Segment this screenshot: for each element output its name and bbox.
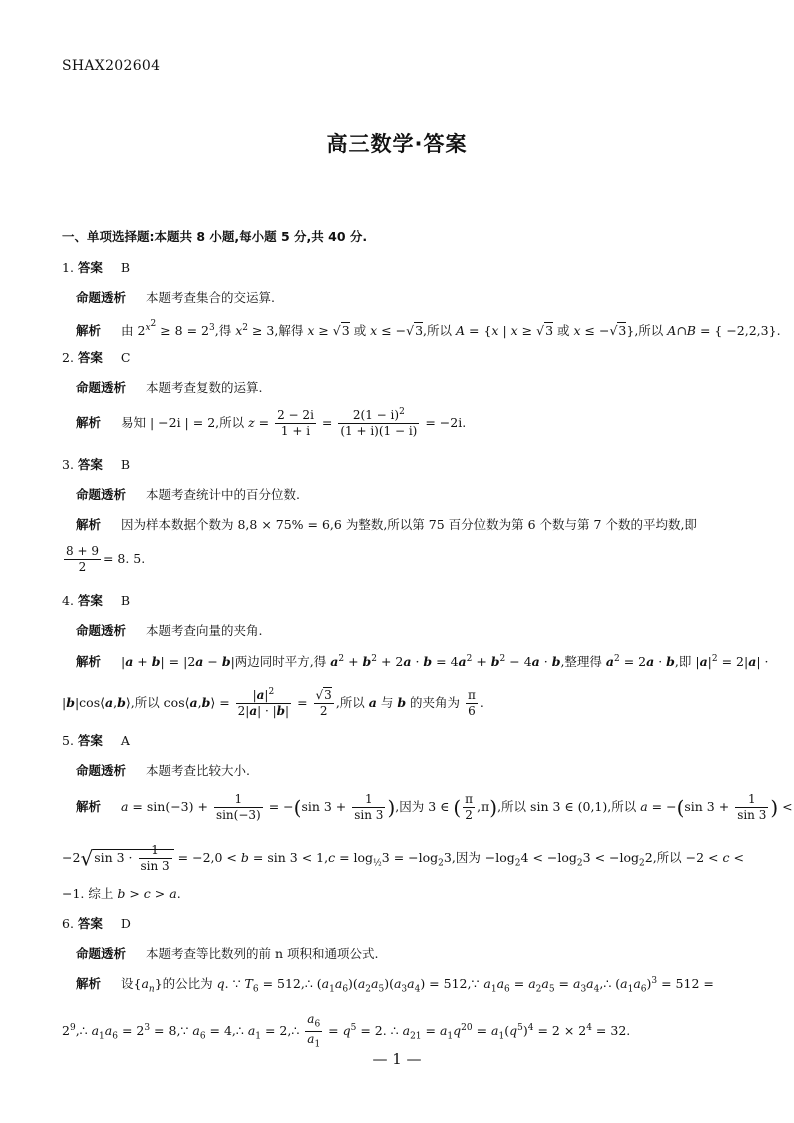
question-5-analysis-continued (62, 843, 744, 874)
answer-label: 答案 (77, 593, 103, 608)
intent-text: 本题考查统计中的百分位数. (146, 487, 300, 502)
question-1-header (62, 258, 130, 276)
intent-label: 命题透析 (76, 623, 127, 638)
answer-value: C (120, 350, 131, 365)
intent-text: 本题考查比较大小. (146, 763, 250, 778)
analysis-math: a = sin(−3) + $\frac{1}{\sin(-3)}$ = −(sin 3 + $\frac{1}{\sin 3}$ ),因为 3 ∈ ( $\frac{\pi}{2}$ ,π),所以 sin 3 ∈ (0,1),所以 a = −(sin 3 + $\frac{1}{\sin 3}$ ) < (121, 792, 793, 822)
answer-label: 答案 (77, 350, 103, 365)
analysis-math: 易知 | −2i | = 2,所以 z = $\frac{2 - 2i}{1 + i}$ = $\frac{2(1 - i)^2}{(1 + i)(1 - i)}$ = −2i. (121, 407, 467, 438)
analysis-math: 由 $2^{x^2} \ge 8 = 2^3$,得 $x^2 \ge 3$,解得 x ≥ √3 或 x ≤ −√3,所以 A = {x | x ≥ √3 或 x ≤ −√3},所以 A∩B = { −2,2,3}. (121, 319, 781, 339)
answer-value: B (120, 260, 131, 275)
question-3-analysis (76, 515, 732, 533)
intent-text: 本题考查集合的交运算. (146, 290, 275, 305)
question-6-header (62, 914, 131, 932)
analysis-label: 解析 (76, 517, 102, 532)
page-title: 高三数学·答案 (326, 132, 468, 156)
intent-label: 命题透析 (76, 946, 127, 961)
answer-label: 答案 (77, 916, 103, 931)
section-heading: 一、单项选择题:本题共 8 小题,每小题 5 分,共 40 分. (62, 229, 368, 244)
answer-label: 答案 (77, 457, 103, 472)
question-2-analysis (76, 407, 732, 439)
analysis-label: 解析 (76, 323, 102, 339)
question-6-analysis-continued (62, 1012, 732, 1050)
page-number: — 1 — (372, 1050, 422, 1068)
question-3-analysis-continued: $\frac{8 + 9}{2}$ = 8. 5. (66, 544, 146, 574)
intent-text: 本题考查向量的夹角. (146, 623, 263, 638)
analysis-math: −2√sin 3 · $\frac{1}{\sin 3}$ = $-2,0 < b = \sin 3 < 1,c = \log_{\frac{1}{2}}3 = -\log_23$,因为 $-\log_24 < -\log_23 < -\log_22$,所以 −2 < c < (62, 843, 744, 873)
analysis-math: $2^9,\therefore$ $a_1a_6 = 2^3$ = 8,∵ $a_6$ = 4,∴ $a_1$ = 2,∴ $\frac{a_6}{a_1}$ = $q^5 = 2$. ∴ $a_{21} = a_1q^{20} = a_1(q^5)^4 = 2 \times 2^4 = 32$. (62, 1012, 631, 1050)
question-4-header (62, 591, 130, 609)
analysis-label: 解析 (76, 654, 102, 669)
question-6-intent (76, 944, 732, 962)
question-5-analysis-end (62, 884, 732, 902)
question-4-intent (76, 621, 732, 639)
intent-label: 命题透析 (76, 380, 127, 395)
analysis-math: |a + b| = |2a − b|两边同时平方,得 $a^2 + b^2 + 2a \cdot b = 4a^2 + b^2 - 4a \cdot b$,整理得 $a^2 = 2a \cdot b$,即 $|a|^2 = 2|a|$ · (121, 653, 769, 669)
question-number: 5. (62, 733, 74, 748)
answer-value: B (120, 593, 131, 608)
question-5-intent (76, 761, 732, 779)
answer-value: D (120, 916, 131, 931)
question-5-analysis (76, 792, 793, 823)
intent-label: 命题透析 (76, 763, 127, 778)
question-6-analysis (76, 974, 732, 995)
question-5-header (62, 731, 130, 749)
question-3-header (62, 455, 130, 473)
analysis-label: 解析 (76, 976, 102, 991)
question-4-analysis (76, 652, 769, 670)
question-2-intent (76, 378, 732, 396)
question-2-header (62, 348, 131, 366)
question-number: 6. (62, 916, 74, 931)
answer-value: B (120, 457, 131, 472)
answer-value: A (120, 733, 130, 748)
analysis-label: 解析 (76, 799, 102, 814)
analysis-math: 设$\{a_n\}$的公比为 q. ∵ $T_6$ = 512,∴ $(a_1a_6)(a_2a_5)(a_3a_4)$ = 512,∵ $a_1a_6 = a_2a_5$ = $a_3a_4,\therefore$ $(a_1a_6)^3 = 512$ = (121, 975, 714, 995)
question-4-analysis-continued (62, 687, 732, 719)
intent-text: 本题考查复数的运算. (146, 380, 263, 395)
question-3-intent (76, 485, 732, 503)
question-1-intent (76, 288, 732, 306)
question-number: 3. (62, 457, 74, 472)
analysis-result: = 8. 5. (102, 551, 146, 566)
answer-label: 答案 (77, 733, 103, 748)
question-number: 1. (62, 260, 74, 275)
question-1-analysis (76, 319, 781, 339)
intent-label: 命题透析 (76, 290, 127, 305)
question-number: 4. (62, 593, 74, 608)
document-code: SHAX202604 (62, 58, 161, 74)
intent-label: 命题透析 (76, 487, 127, 502)
analysis-text: 因为样本数据个数为 8,8 × 75% = 6,6 为整数,所以第 75 百分位数为第 6 个数与第 7 个数的平均数,即 (121, 517, 697, 532)
question-number: 2. (62, 350, 74, 365)
analysis-math: −1. 综上 b > c > a. (62, 886, 181, 901)
analysis-label: 解析 (76, 414, 102, 430)
analysis-math: |b|cos⟨a,b⟩,所以 cos⟨a,b⟩ = $\frac{|a|^2}{2|a| \cdot |b|}$ = $\frac{√3}{2}$ ,所以 a 与 b 的夹角为 $\frac{\pi}{6}$ . (62, 687, 484, 718)
intent-text: 本题考查等比数列的前 n 项积和通项公式. (146, 946, 379, 961)
answer-label: 答案 (77, 260, 103, 275)
